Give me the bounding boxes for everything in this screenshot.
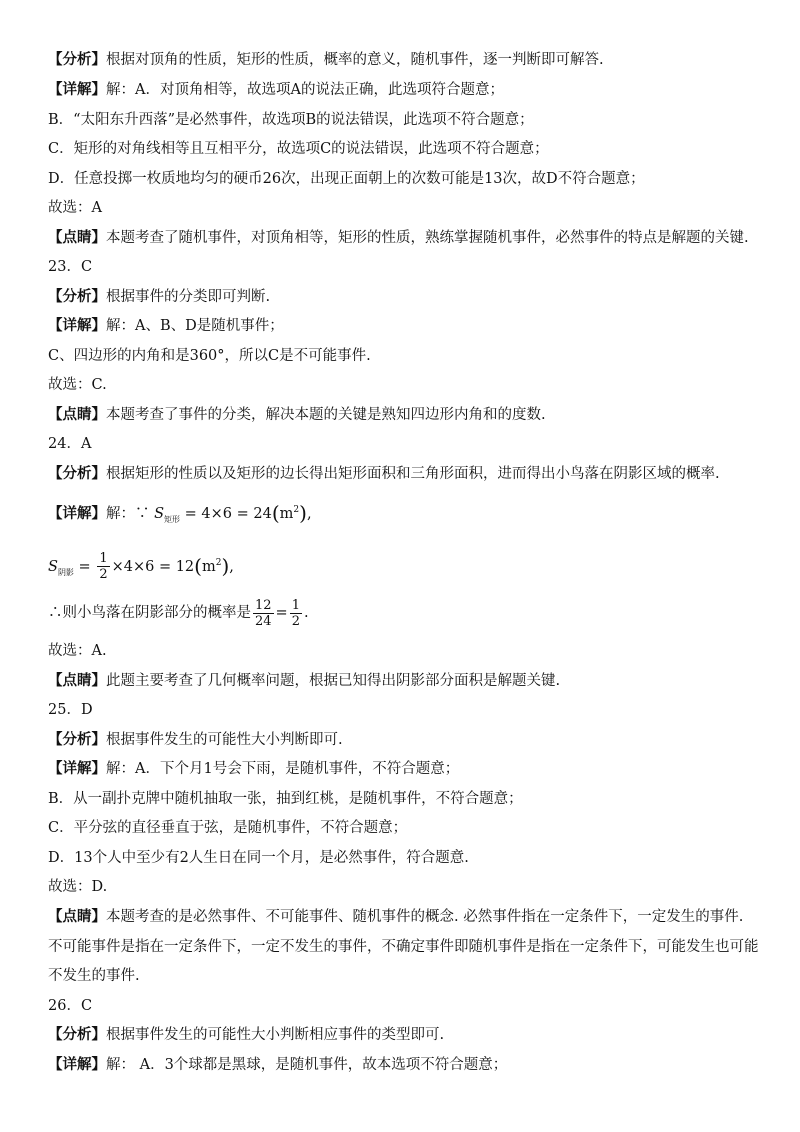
fraction: [253, 598, 274, 629]
text-line: [48, 966, 760, 986]
section-tag-solution: 【详解】: [48, 504, 106, 522]
fraction-denominator: 2: [291, 613, 300, 629]
area-subscript: 矩形: [164, 514, 181, 524]
question-number: [48, 257, 760, 277]
text-line: [48, 316, 760, 336]
paren-close: ): [299, 500, 307, 525]
formula-line: [48, 596, 760, 630]
fraction-numerator: 1: [291, 597, 300, 613]
line-text: 本题考查了事件的分类，解决本题的关键是熟知四边形内角和的度数.: [106, 407, 546, 423]
fraction: [97, 551, 109, 582]
formula-prefix: ∴则小鸟落在阴影部分的概率是: [48, 605, 251, 621]
text-line: [48, 405, 760, 425]
line-text: 根据矩形的性质以及矩形的边长得出矩形面积和三角形面积，进而得出小鸟落在阴影区域的概率.: [106, 466, 720, 482]
section-tag-comment: 【点睛】: [48, 908, 106, 925]
text-line: [48, 641, 760, 661]
line-text: 解：A．下个月1号会下雨，是随机事件，不符合题意；: [106, 761, 460, 777]
section-tag-analysis: 【分析】: [48, 1026, 106, 1043]
text-line: [48, 789, 760, 809]
section-tag-analysis: 【分析】: [48, 465, 106, 482]
line-text: 26．C: [48, 998, 93, 1014]
text-line: [48, 464, 760, 484]
formula-line: [48, 546, 760, 583]
line-text: 故选：A.: [48, 643, 107, 659]
section-tag-comment: 【点睛】: [48, 406, 106, 423]
question-number: [48, 996, 760, 1016]
fraction-numerator: 12: [255, 597, 272, 613]
paren-open: (: [271, 500, 280, 525]
unit-exponent: 2: [293, 505, 300, 515]
line-text: 故选：D.: [48, 879, 108, 895]
text-line: [48, 907, 760, 927]
area-symbol: S: [48, 558, 58, 575]
area-subscript: 阴影: [57, 567, 74, 577]
text-line: [48, 1025, 760, 1045]
formula-expression: ×4×6 = 12: [111, 558, 195, 575]
unit-exponent: 2: [215, 558, 222, 568]
unit: m: [201, 558, 216, 575]
text-line: [48, 759, 760, 779]
line-text: 此题主要考查了几何概率问题，根据已知得出阴影部分面积是解题关键.: [106, 673, 561, 689]
line-text: 不发生的事件.: [48, 968, 140, 984]
text-line: [48, 730, 760, 750]
line-text: D．13个人中至少有2人生日在同一个月，是必然事件，符合题意.: [48, 850, 469, 866]
line-text: 根据事件发生的可能性大小判断相应事件的类型即可.: [106, 1027, 445, 1043]
section-tag-solution: 【详解】: [48, 81, 106, 98]
section-tag-analysis: 【分析】: [48, 288, 106, 305]
formula-suffix: .: [303, 605, 309, 621]
line-text: 本题考查了随机事件，对顶角相等，矩形的性质，熟练掌握随机事件，必然事件的特点是解题的关键.: [106, 230, 749, 246]
formula-prefix: 解：∵: [106, 505, 150, 522]
line-text: 不可能事件是指在一定条件下，一定不发生的事件，不确定事件即随机事件是指在一定条件下，可能发生也可能: [48, 939, 759, 955]
line-text: 25．D: [48, 702, 93, 718]
line-text: 解：A、B、D是随机事件；: [106, 318, 284, 334]
area-formula: [48, 551, 234, 583]
line-text: 故选：C.: [48, 377, 107, 393]
formula-expression: = 4×6 = 24: [184, 505, 272, 522]
text-line: [48, 818, 760, 838]
section-tag-comment: 【点睛】: [48, 229, 106, 246]
paren-close: ): [221, 553, 230, 578]
text-line: [48, 671, 760, 691]
formula-line: [48, 500, 760, 524]
line-text: 解：A．对顶角相等，故选项A的说法正确，此选项符合题意；: [106, 82, 504, 98]
area-symbol: S: [154, 505, 165, 522]
text-line: [48, 848, 760, 868]
formula-suffix: ,: [229, 558, 234, 575]
text-line: [48, 877, 760, 897]
section-tag-comment: 【点睛】: [48, 672, 106, 689]
section-tag-analysis: 【分析】: [48, 731, 106, 748]
line-text: C．平分弦的直径垂直于弦，是随机事件，不符合题意；: [48, 820, 408, 836]
section-tag-solution: 【详解】: [48, 1056, 106, 1073]
line-text: B．从一副扑克牌中随机抽取一张，抽到红桃，是随机事件，不符合题意；: [48, 791, 523, 807]
text-line: [48, 228, 760, 248]
fraction-denominator: 24: [255, 613, 272, 629]
text-line: [48, 50, 760, 70]
line-text: C．矩形的对角线相等且互相平分，故选项C的说法错误，此选项不符合题意；: [48, 141, 549, 157]
line-text: 24．A: [48, 436, 92, 452]
text-line: [48, 139, 760, 159]
question-number: [48, 700, 760, 720]
line-text: 根据事件的分类即可判断.: [106, 289, 271, 305]
text-line: [48, 346, 760, 366]
line-text: C、四边形的内角和是360°，所以C是不可能事件.: [48, 348, 371, 364]
line-text: 解： A．3个球都是黑球，是随机事件，故本选项不符合题意；: [106, 1057, 508, 1073]
line-text: 故选：A: [48, 200, 102, 216]
equals-sign: =: [78, 558, 91, 575]
text-line: [48, 287, 760, 307]
paren-open: (: [194, 553, 202, 578]
text-line: [48, 80, 760, 100]
line-text: 本题考查的是必然事件、不可能事件、随机事件的概念. 必然事件指在一定条件下，一定发生的事件.: [106, 909, 744, 925]
fraction: [290, 598, 302, 629]
line-text: D．任意投掷一枚质地均匀的硬币26次，出现正面朝上的次数可能是13次，故D不符合题意；: [48, 171, 645, 187]
line-text: B．“太阳东升西落”是必然事件，故选项B的说法错误，此选项不符合题意；: [48, 112, 534, 128]
section-tag-analysis: 【分析】: [48, 51, 106, 68]
line-text: 根据对顶角的性质，矩形的性质，概率的意义，随机事件，逐一判断即可解答.: [106, 52, 604, 68]
fraction-numerator: 1: [99, 551, 108, 567]
text-line: [48, 375, 760, 395]
section-tag-solution: 【详解】: [48, 760, 106, 777]
section-tag-solution: 【详解】: [48, 317, 106, 334]
text-line: [48, 937, 760, 957]
text-line: [48, 198, 760, 218]
text-line: [48, 169, 760, 189]
line-text: 根据事件发生的可能性大小判断即可.: [106, 732, 343, 748]
fraction-denominator: 2: [99, 567, 108, 583]
line-text: 23．C: [48, 259, 93, 275]
question-number: [48, 434, 760, 454]
text-line: [48, 110, 760, 130]
formula-suffix: ,: [306, 505, 312, 522]
unit: m: [279, 505, 294, 522]
text-line: [48, 1055, 760, 1075]
area-formula: [154, 500, 312, 525]
equals-sign: =: [275, 605, 288, 621]
